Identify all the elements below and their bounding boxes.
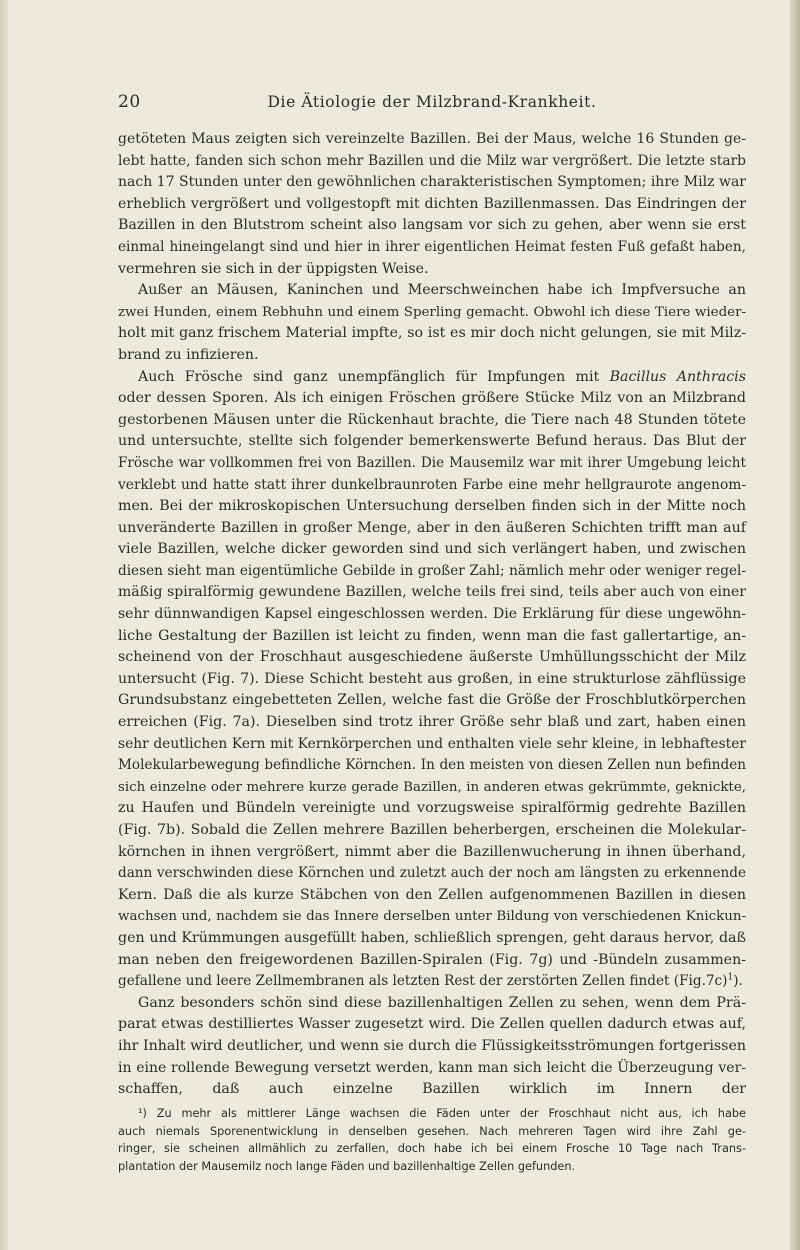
text-line: gestorbenen Mäusen unter die Rückenhaut brachte, die Tiere nach 48 Stunden tötete [118, 411, 746, 428]
text-line: man neben den freigewordenen Bazillen-Spiralen (Fig. 7g) und -Bündeln zusammen- [118, 951, 746, 968]
text-line: sehr dünnwandigen Kapsel eingeschlossen werden. Die Erklärung für diese ungewöhn- [118, 606, 746, 623]
text-line: untersucht (Fig. 7). Diese Schicht besteht aus großen, in eine strukturlose zähflüssige [118, 670, 746, 687]
text-segment: gefallene und leere Zellmembranen als letzten Rest der zerstörten Zellen findet (Fig.7c) [118, 973, 728, 990]
page-number: 20 [118, 92, 141, 112]
text-line: wachsen und, nachdem sie das Innere derselben unter Bildung von verschiedenen Knickun- [118, 909, 746, 925]
text-line: nach 17 Stunden unter den gewöhnlichen charakteristischen Symptomen; ihre Milz war [118, 174, 746, 191]
text-line: oder dessen Sporen. Als ich einigen Fröschen größere Stücke Milz von an Milzbrand [118, 390, 746, 407]
text-line: Frösche war vollkommen frei von Bazillen. Die Mausemilz war mit ihrer Umgebung leicht [118, 454, 746, 471]
text-line: erreichen (Fig. 7a). Dieselben sind trotz ihrer Größe sehr blaß und zart, haben einen [118, 714, 746, 731]
text-line [118, 367, 746, 389]
text-line: Außer an Mäusen, Kaninchen und Meerschweinchen habe ich Impfversuche an [138, 282, 746, 299]
footnote-line: ¹) Zu mehr als mittlerer Länge wachsen die Fäden unter der Froschhaut nicht aus, ich habe [138, 1107, 746, 1120]
text-line [118, 971, 746, 993]
body-text [118, 129, 746, 1101]
text-line: lebt hatte, fanden sich schon mehr Bazillen und die Milz war vergrößert. Die letzte starb [118, 152, 746, 169]
text-line: zwei Hunden, einem Rebhuhn und einem Sperling gemacht. Obwohl ich diese Tiere wieder- [118, 304, 746, 320]
text-line: ihr Inhalt wird deutlicher, und wenn sie durch die Flüssigkeitsströmungen fortgerissen [118, 1037, 746, 1054]
running-head: Die Ätiologie der Milzbrand-Krankheit. [267, 93, 597, 111]
text-line: sehr deutlichen Kern mit Kernkörperchen und enthalten viele sehr kleine, in lebhaftester [118, 735, 746, 752]
page-gutter-shadow [0, 0, 8, 1250]
text-line: diesen sieht man eigentümliche Gebilde in großer Zahl; nämlich mehr oder weniger regel- [118, 562, 746, 579]
text-line: verklebt und hatte statt ihrer dunkelbraunroten Farbe eine mehr hellgraurote angenom- [118, 476, 746, 493]
text-line: getöteten Maus zeigten sich vereinzelte Bazillen. Bei der Maus, welche 16 Stunden ge- [118, 131, 746, 147]
species-name: Bacillus Anthracis [609, 368, 746, 385]
text-line: parat etwas destilliertes Wasser zugesetzt wird. Die Zellen quellen dadurch etwas auf, [118, 1016, 746, 1033]
text-line: unveränderte Bazillen in großer Menge, aber in den äußeren Schichten trifft man auf [118, 519, 746, 536]
text-line: Ganz besonders schön sind diese bazillenhaltigen Zellen zu sehen, wenn dem Prä- [138, 994, 746, 1011]
footnote-marker: 1 [727, 972, 734, 983]
text-line: Grundsubstanz eingebetteten Zellen, welche fast die Größe der Froschblutkörperchen [118, 692, 746, 709]
text-line: in eine rollende Bewegung versetzt werden, kann man sich leicht die Überzeugung ver- [118, 1059, 746, 1076]
text-segment: ). [733, 973, 743, 990]
text-line: und untersuchte, stellte sich folgender bemerkenswerte Befund heraus. Das Blut der [118, 433, 746, 450]
text-line: schaffen, daß auch einzelne Bazillen wirklich im Innern der [118, 1081, 746, 1098]
text-line: körnchen in ihnen vergrößert, nimmt aber die Bazillenwucherung in ihnen überhand, [118, 843, 746, 860]
text-line: einmal hineingelangt sind und hier in ihrer eigentlichen Heimat festen Fuß gefaßt haben, [118, 238, 746, 255]
text-line: dann verschwinden diese Körnchen und zuletzt auch der noch am längsten zu erkennende [118, 865, 746, 882]
text-line: liche Gestaltung der Bazillen ist leicht zu finden, wenn man die fast gallertartige, an- [118, 627, 746, 644]
footnote-line: ringer, sie scheinen allmählich zu zerfallen, doch habe ich bei einem Frosche 10 Tage nach Trans- [118, 1142, 746, 1156]
text-line: brand zu infizieren. [118, 346, 259, 363]
text-line: mäßig spiralförmig gewundene Bazillen, welche teils frei sind, teils aber auch von einer [118, 584, 746, 601]
page-edge-shadow [790, 0, 800, 1250]
footnote-line: plantation der Mausemilz noch lange Fäden und bazillenhaltige Zellen gefunden. [118, 1159, 576, 1173]
text-line: sich einzelne oder mehrere kurze gerade Bazillen, in anderen etwas gekrümmte, geknickte, [118, 779, 746, 795]
page-header [118, 92, 746, 116]
text-line: Molekularbewegung befindliche Körnchen. In den meisten von diesen Zellen nun befinden [118, 757, 746, 774]
footnote-line: auch niemals Sporenentwicklung in denselben gesehen. Nach mehreren Tagen wird ihre Zahl ge- [118, 1124, 746, 1138]
text-line: men. Bei der mikroskopischen Untersuchung derselben finden sich in der Mitte noch [118, 498, 746, 515]
text-line: Kern. Daß die als kurze Stäbchen von den Zellen aufgenommenen Bazillen in diesen [118, 886, 746, 903]
text-line: (Fig. 7b). Sobald die Zellen mehrere Bazillen beherbergen, erscheinen die Molekular- [118, 822, 746, 838]
text-line: holt mit ganz frischem Material impfte, so ist es mir doch nicht gelungen, sie mit Milz- [118, 325, 746, 342]
text-line: viele Bazillen, welche dicker geworden sind und sich verlängert haben, und zwischen [118, 541, 746, 558]
text-line: scheinend von der Froschhaut ausgeschiedene äußerste Umhüllungsschicht der Milz [118, 649, 746, 666]
text-line: zu Haufen und Bündeln vereinigte und vorzugsweise spiralförmig gedrehte Bazillen [118, 800, 746, 817]
text-line: erheblich vergrößert und vollgestopft mit dichten Bazillenmassen. Das Eindringen der [118, 195, 746, 212]
text-line: vermehren sie sich in der üppigsten Weise. [118, 260, 429, 277]
footnote [118, 1105, 746, 1175]
text-line: gen und Krümmungen ausgefüllt haben, schließlich sprengen, geht daraus hervor, daß [118, 929, 746, 946]
text-segment: Auch Frösche sind ganz unempfänglich für Impfungen mit [138, 368, 600, 385]
text-line: Bazillen in den Blutstrom scheint also langsam vor sich zu gehen, aber wenn sie erst [118, 217, 746, 234]
